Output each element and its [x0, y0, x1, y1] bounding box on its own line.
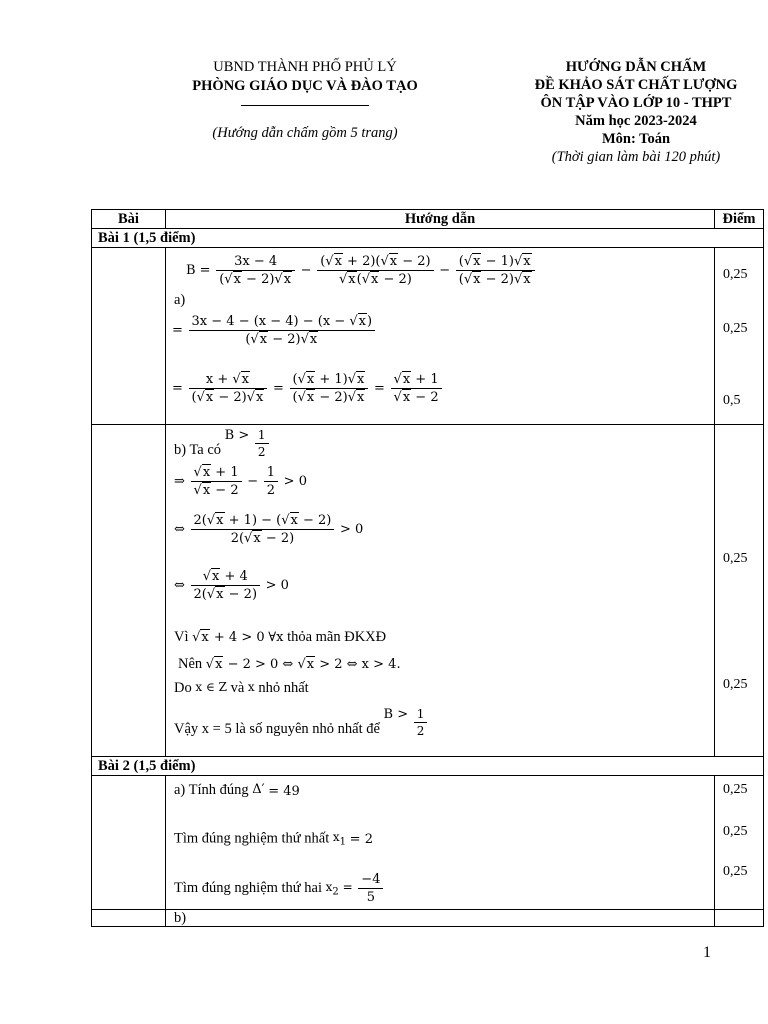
- subject: Môn: Toán: [601, 131, 671, 147]
- time-note: (Thời gian làm bài 120 phút): [551, 149, 721, 165]
- section-row-bai1: [92, 229, 764, 248]
- part-b-label: b): [174, 910, 187, 926]
- line-do: Do x ∈ Z và x nhỏ nhất: [174, 680, 309, 696]
- dept-name: PHÒNG GIÁO DỤC VÀ ĐÀO TẠO: [192, 78, 418, 94]
- do-text: Do: [174, 680, 192, 696]
- grading-table: [91, 209, 764, 927]
- formula-implies: ⇒ $\frac{√x + 1}{√x - 2}$ − $\frac{1}{2}$ > 0: [174, 465, 307, 498]
- score-value: 0,25: [723, 864, 748, 879]
- ta-co-text: b) Ta có: [174, 442, 222, 458]
- line-x2: Tìm đúng nghiệm thứ hai $x_2$ = $\frac{-4}{5}$: [174, 872, 385, 905]
- score-value: 0,25: [723, 677, 748, 692]
- bai1b-content: [166, 425, 715, 757]
- table-header-row: [92, 210, 764, 229]
- bai-cell: [92, 776, 166, 910]
- line-delta: a) Tính đúng Δ′ = 49: [174, 782, 300, 799]
- bai1a-content: [166, 248, 715, 425]
- header-left: [160, 58, 450, 143]
- school-year: Năm học 2023-2024: [575, 113, 697, 129]
- page-number: 1: [703, 944, 711, 961]
- score-value: 0,25: [723, 782, 748, 797]
- score-value: 0,25: [723, 267, 748, 282]
- nho-nhat-text: nhỏ nhất: [258, 680, 309, 696]
- bai2a-content: [166, 776, 715, 910]
- vay-text: Vậy x = 5 là số nguyên nhỏ nhất để: [174, 721, 380, 737]
- formula-step2: = $\frac{3x - 4 - (x - 4) - (x - √x)}{(√x - 2)√x}$: [172, 314, 377, 347]
- line-vi: Vì √x + 4 > 0 ∀x thỏa mãn ĐKXĐ: [174, 629, 387, 646]
- score-cell: [715, 248, 764, 425]
- bai-cell: [92, 910, 166, 927]
- section-row-bai2: [92, 757, 764, 776]
- nghiem-2-text: Tìm đúng nghiệm thứ hai: [174, 879, 323, 896]
- formula-equiv1: ⇔ $\frac{2(√x + 1) - (√x - 2)}{2(√x - 2)}$ > 0: [174, 513, 364, 546]
- exam-subtitle: ÔN TẬP VÀO LỚP 10 - THPT: [540, 95, 732, 111]
- col-header-bai: Bài: [92, 210, 166, 229]
- formula-equiv2: ⇔ $\frac{√x + 4}{2(√x - 2)}$ > 0: [174, 569, 289, 602]
- line-vay: Vậy x = 5 là số nguyên nhỏ nhất để B > $\frac{1}{2}$: [174, 707, 429, 738]
- table-row: [92, 910, 764, 927]
- tinh-dung-text: a) Tính đúng: [174, 782, 249, 798]
- section-title-bai1: Bài 1 (1,5 điểm): [92, 229, 764, 248]
- score-cell: [715, 425, 764, 757]
- vi-text: Vì: [174, 629, 189, 645]
- table-row: [92, 776, 764, 910]
- bai-cell: [92, 425, 166, 757]
- nen-text: Nên: [178, 656, 203, 672]
- table-row: [92, 425, 764, 757]
- score-value: 0,25: [723, 321, 748, 336]
- col-header-huong-dan: Hướng dẫn: [166, 210, 715, 229]
- col-header-diem: Điểm: [715, 210, 764, 229]
- org-name: UBND THÀNH PHỐ PHỦ LÝ: [213, 59, 397, 75]
- score-cell: [715, 776, 764, 910]
- nghiem-1-text: Tìm đúng nghiệm thứ nhất: [174, 830, 330, 847]
- formula-b-definition: B = $\frac{3x - 4}{(√x - 2)√x}$ − $\frac{(√x + 2)(√x - 2)}{√x(√x - 2)}$ − $\frac{(√x - 1)√x}{(√x - 2)√x}$: [186, 254, 537, 287]
- table-row: [92, 248, 764, 425]
- thoa-man-text: thỏa mãn ĐKXĐ: [287, 629, 387, 645]
- score-value: 0,5: [723, 393, 741, 408]
- va-text: và: [230, 680, 245, 696]
- doc-title: HƯỚNG DẪN CHẤM: [565, 59, 707, 75]
- exam-title: ĐỀ KHẢO SÁT CHẤT LƯỢNG: [534, 77, 738, 93]
- bai-cell: [92, 248, 166, 425]
- score-value: 0,25: [723, 824, 748, 839]
- bai2b-content: [166, 910, 715, 927]
- formula-step3: = $\frac{x + √x}{(√x - 2)√x}$ = $\frac{(√x + 1)√x}{(√x - 2)√x}$ = $\frac{√x + 1}{√x - 2}$: [172, 372, 444, 405]
- line-nen: Nên √x − 2 > 0 ⇔ √x > 2 ⇔ x > 4.: [178, 656, 401, 673]
- score-cell: [715, 910, 764, 927]
- line-x1: Tìm đúng nghiệm thứ nhất $x_1 = 2$: [174, 830, 373, 848]
- score-value: 0,25: [723, 551, 748, 566]
- header-right: [506, 58, 766, 166]
- part-a-label: a): [174, 292, 186, 308]
- page-count-note: (Hướng dẫn chấm gồm 5 trang): [212, 125, 398, 141]
- section-title-bai2: Bài 2 (1,5 điểm): [92, 757, 764, 776]
- line-ta-co: b) Ta có B > $\frac{1}{2}$: [174, 428, 271, 459]
- header-underline: [241, 104, 369, 106]
